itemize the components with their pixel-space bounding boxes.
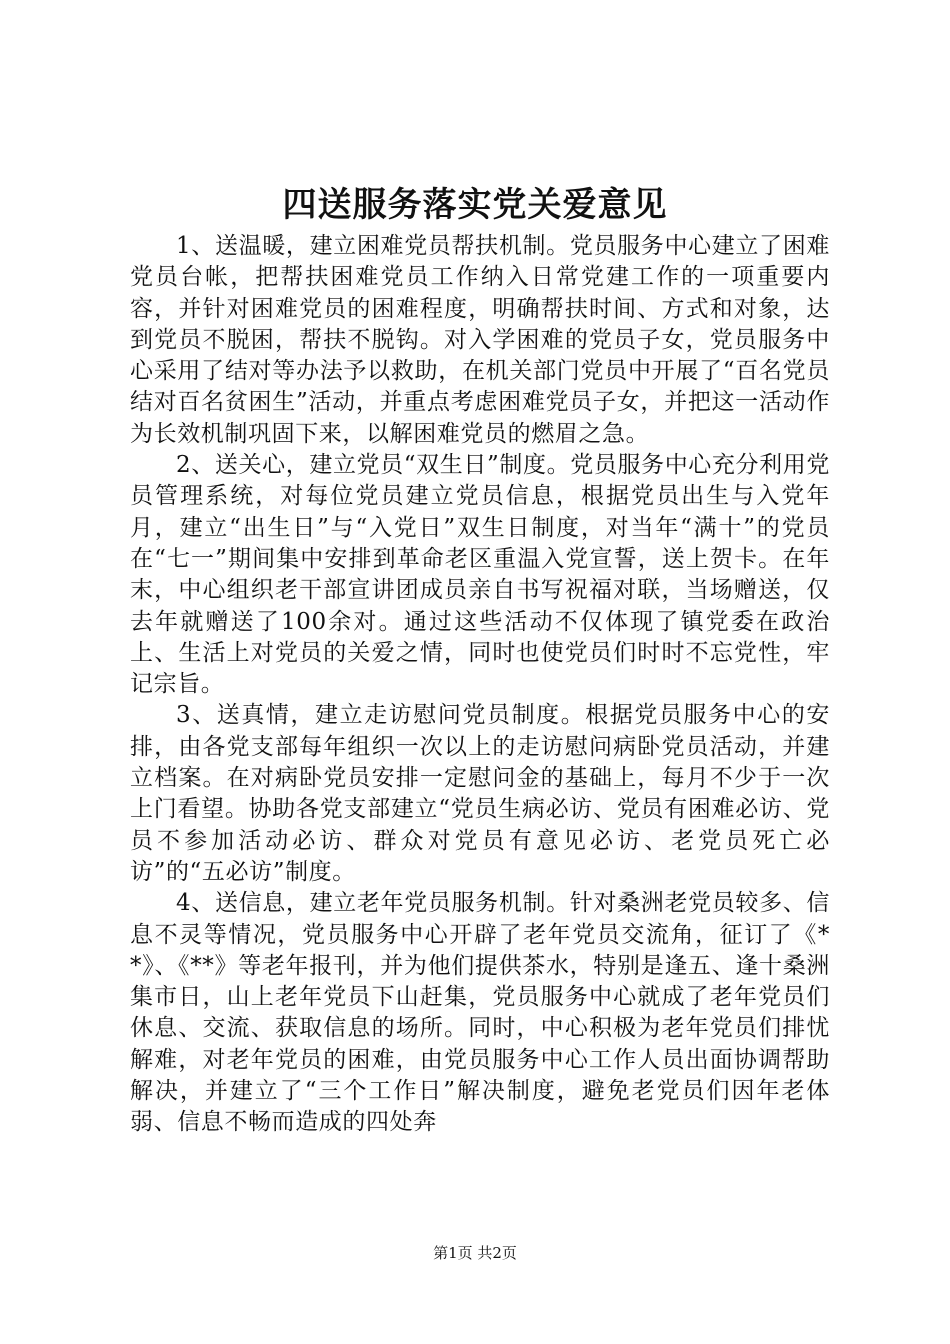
paragraph-2: 2、送关心，建立党员“双生日”制度。党员服务中心充分利用党员管理系统，对每位党员建立党员信息，根据党员出生与入党年月，建立“出生日”与“入党日”双生日制度，对当年“满十”的党员在“七一”期间集中安排到革命老区重温入党宣誓，送上贺卡。在年末，中心组织老干部宣讲团成员亲自书写祝福对联，当场赠送，仅去年就赠送了100余对。通过这些活动不仅体现了镇党委在政治上、生活上对党员的关爱之情，同时也使党员们时时不忘党性，牢记宗旨。 — [130, 452, 830, 698]
document-body — [130, 231, 830, 1139]
page-number-footer: 第1页 共2页 — [433, 1244, 517, 1262]
paragraph-1: 1、送温暖，建立困难党员帮扶机制。党员服务中心建立了困难党员台帐，把帮扶困难党员工作纳入日常党建工作的一项重要内容，并针对困难党员的困难程度，明确帮扶时间、方式和对象，达到党员不脱困，帮扶不脱钩。对入学困难的党员子女，党员服务中心采用了结对等办法予以救助，在机关部门党员中开展了“百名党员结对百名贫困生”活动，并重点考虑困难党员子女，并把这一活动作为长效机制巩固下来，以解困难党员的燃眉之急。 — [130, 233, 830, 447]
paragraph-3: 3、送真情，建立走访慰问党员制度。根据党员服务中心的安排，由各党支部每年组织一次以上的走访慰问病卧党员活动，并建立档案。在对病卧党员安排一定慰问金的基础上，每月不少于一次上门看望。协助各党支部建立“党员生病必访、党员有困难必访、党员不参加活动必访、群众对党员有意见必访、老党员死亡必访”的“五必访”制度。 — [130, 702, 830, 885]
page-title: 四送服务落实党关爱意见 — [282, 185, 668, 225]
paragraph-4: 4、送信息，建立老年党员服务机制。针对桑洲老党员较多、信息不灵等情况，党员服务中心开辟了老年党员交流角，征订了《**》、《**》等老年报刊，并为他们提供茶水，特别是逢五、逢十桑洲集市日，山上老年党员下山赶集，党员服务中心就成了老年党员们休息、交流、获取信息的场所。同时，中心积极为老年党员们排忧解难，对老年党员的困难，由党员服务中心工作人员出面协调帮助解决，并建立了“三个工作日”解决制度，避免老党员们因年老体弱、信息不畅而造成的四处奔 — [130, 890, 830, 1136]
